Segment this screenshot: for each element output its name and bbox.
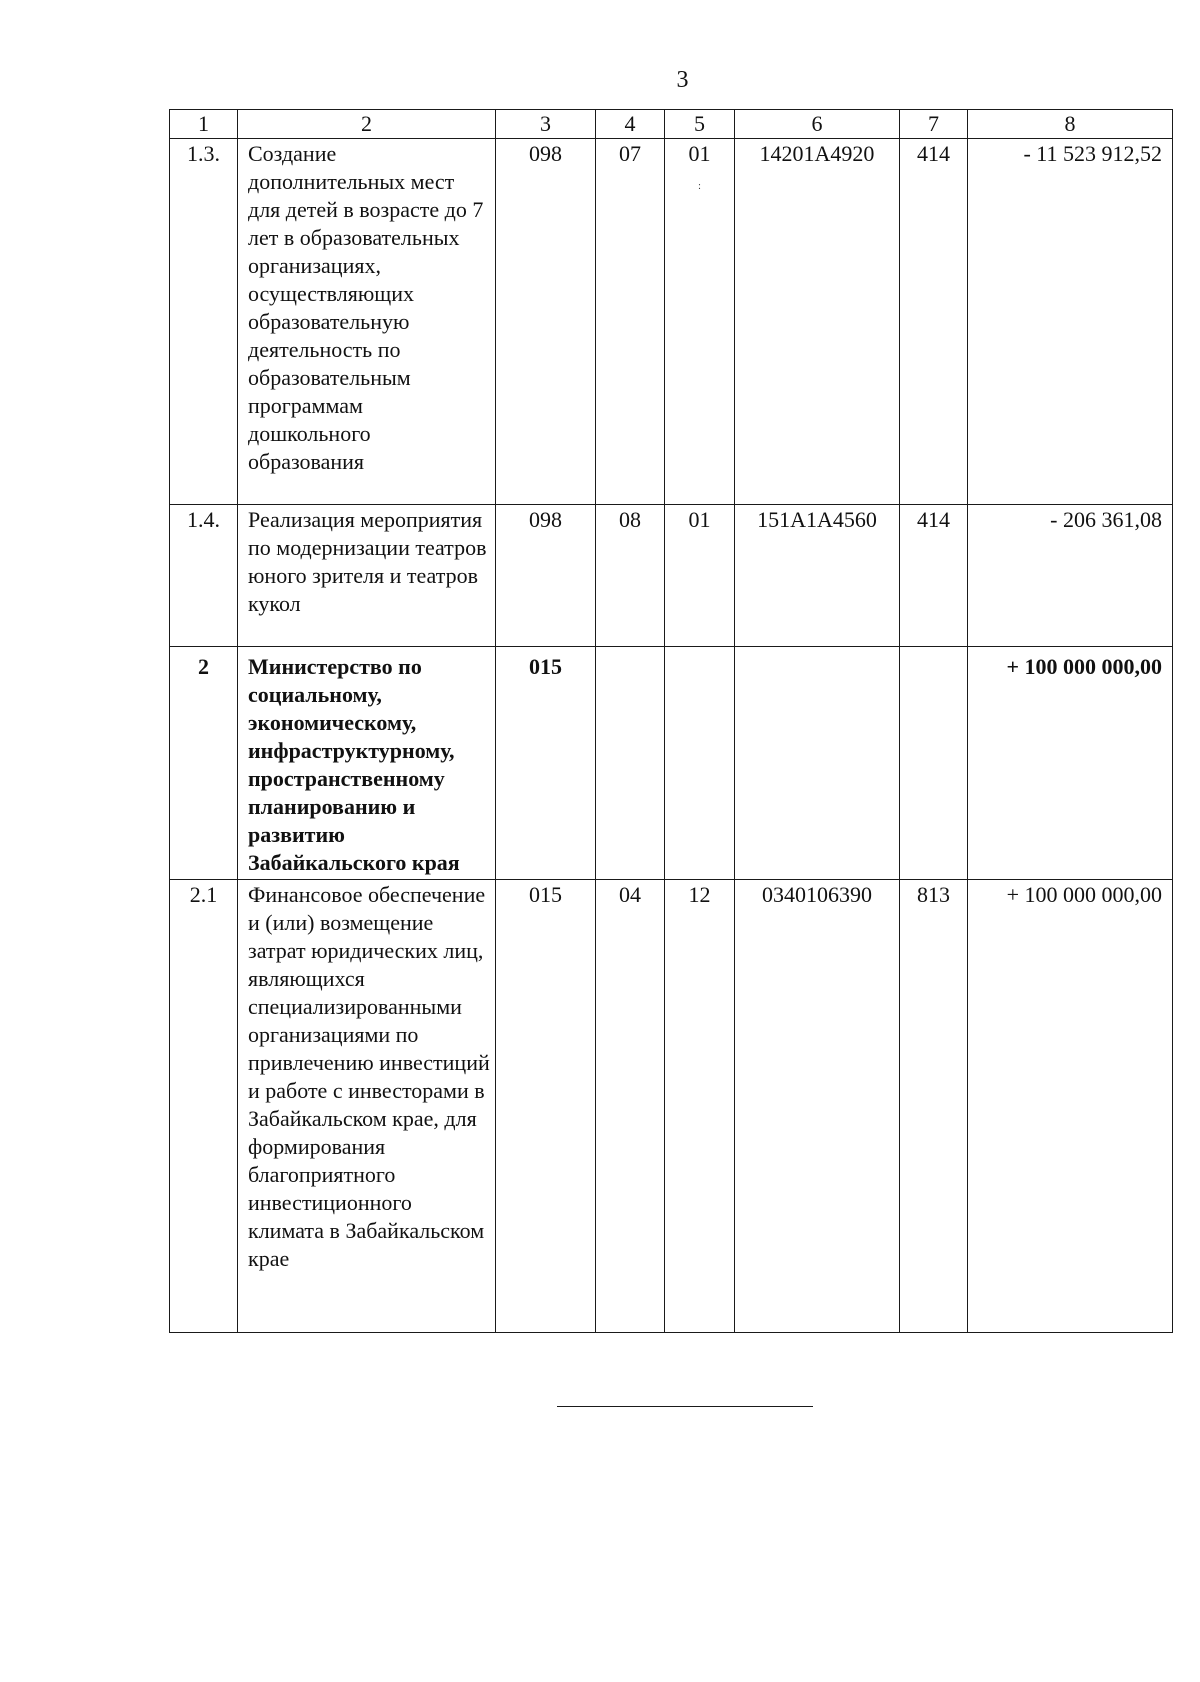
ministry-code: 015: [496, 647, 596, 880]
subsection-code: [665, 139, 735, 505]
expense-type-code: 414: [900, 505, 968, 647]
column-header: 7: [900, 110, 968, 139]
row-name: Создание дополнительных мест для детей в возрасте до 7 лет в образовательных организациях, осуществляющих образовательную деятельность по образовательным программам дошкольного образования: [238, 139, 496, 505]
subsection-code: [665, 647, 735, 880]
end-of-document-rule: [557, 1406, 813, 1407]
section-code: 04: [596, 880, 665, 1333]
amount: + 100 000 000,00: [968, 647, 1173, 880]
target-article-code: [735, 647, 900, 880]
table-row: [170, 880, 1173, 1333]
amount: - 206 361,08: [968, 505, 1173, 647]
ministry-code: 098: [496, 139, 596, 505]
column-header: 2: [238, 110, 496, 139]
subsection-code: 01: [665, 505, 735, 647]
budget-table: [169, 109, 1173, 1333]
row-number: 1.4.: [170, 505, 238, 647]
target-article-code: 151А1А4560: [735, 505, 900, 647]
column-header: 6: [735, 110, 900, 139]
row-number: 1.3.: [170, 139, 238, 505]
table-header-row: [170, 110, 1173, 139]
row-name: Министерство по социальному, экономическому, инфраструктурному, пространственному планированию и развитию Забайкальского края: [238, 647, 496, 880]
section-code: 07: [596, 139, 665, 505]
expense-type-code: 813: [900, 880, 968, 1333]
subsection-code: 12: [665, 880, 735, 1333]
target-article-code: 14201А4920: [735, 139, 900, 505]
subsection-code-value: 01: [688, 141, 711, 166]
table-row: [170, 647, 1173, 880]
section-code: [596, 647, 665, 880]
column-header: 5: [665, 110, 735, 139]
scan-mark: :: [698, 181, 701, 192]
table-row: [170, 505, 1173, 647]
amount: + 100 000 000,00: [968, 880, 1173, 1333]
row-name: Реализация мероприятия по модернизации театров юного зрителя и театров кукол: [238, 505, 496, 647]
column-header: 8: [968, 110, 1173, 139]
page-number: 3: [676, 67, 689, 93]
ministry-code: 098: [496, 505, 596, 647]
column-header: 4: [596, 110, 665, 139]
row-number: 2.1: [170, 880, 238, 1333]
expense-type-code: 414: [900, 139, 968, 505]
section-code: 08: [596, 505, 665, 647]
ministry-code: 015: [496, 880, 596, 1333]
column-header: 3: [496, 110, 596, 139]
row-name: Финансовое обеспечение и (или) возмещение затрат юридических лиц, являющихся специализированными организациями по привлечению инвестиций и работе с инвесторами в Забайкальском крае, для формирования благоприятного инвестиционного климата в Забайкальском крае: [238, 880, 496, 1333]
table-row: [170, 139, 1173, 505]
row-number: 2: [170, 647, 238, 880]
target-article-code: 0340106390: [735, 880, 900, 1333]
amount: - 11 523 912,52: [968, 139, 1173, 505]
expense-type-code: [900, 647, 968, 880]
column-header: 1: [170, 110, 238, 139]
